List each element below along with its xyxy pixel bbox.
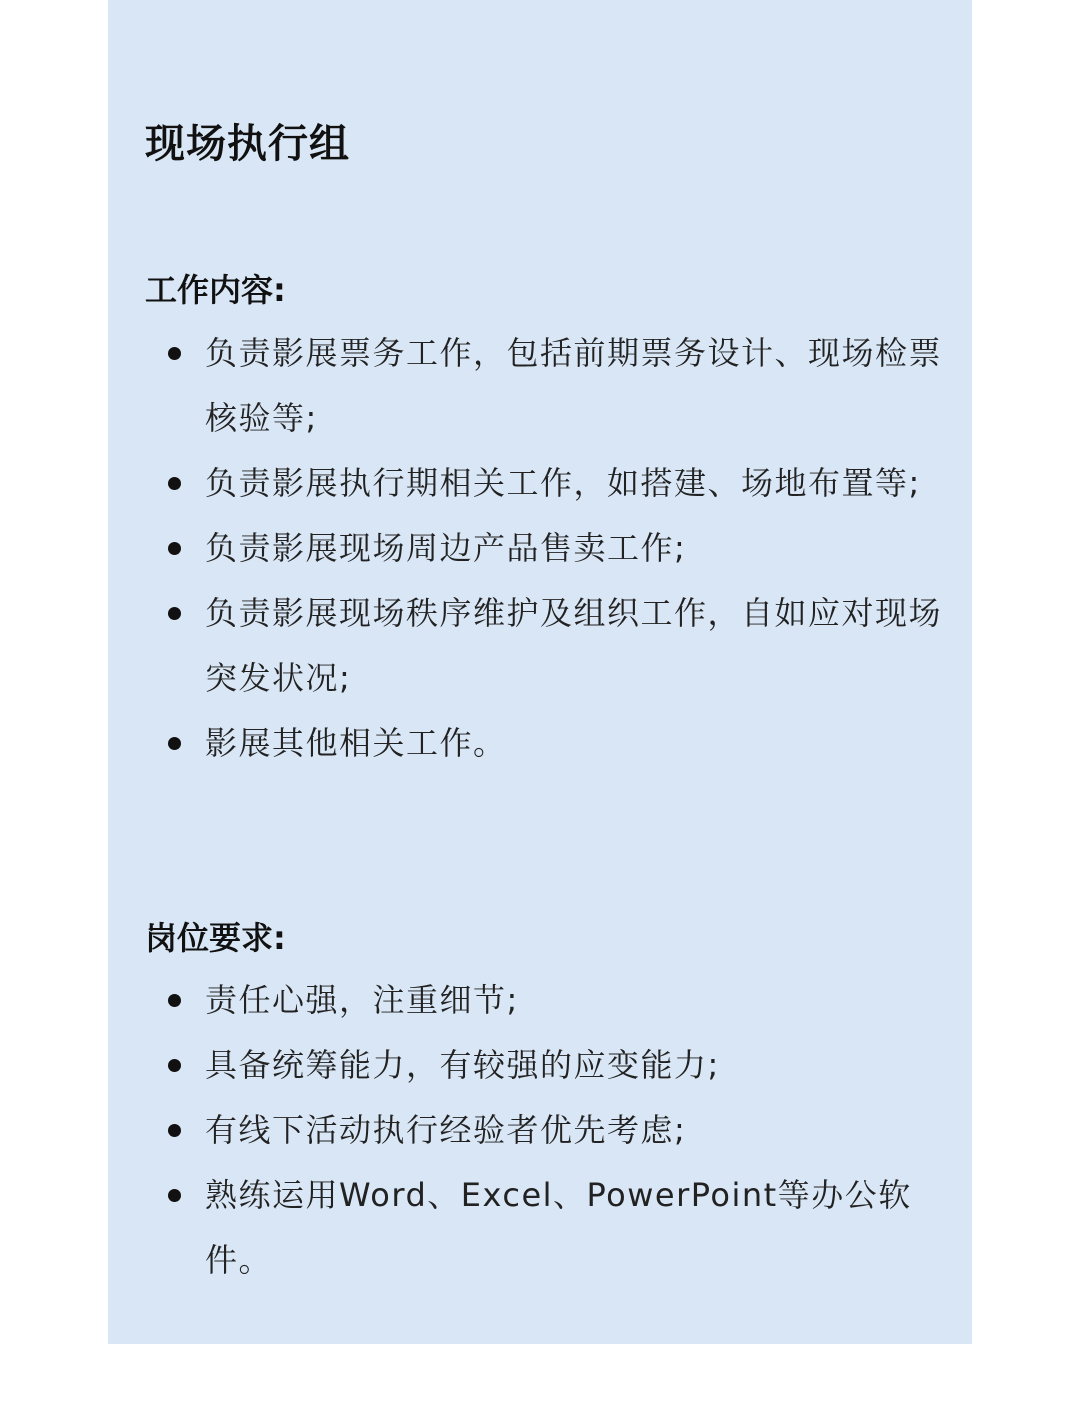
list-item <box>0 321 949 451</box>
list-item <box>0 1098 949 1163</box>
list-item-text: 具备统筹能力，有较强的应变能力; <box>205 1046 720 1084</box>
job-content-list <box>0 321 949 776</box>
bullet-icon <box>168 347 181 360</box>
list-item-text: 影展其他相关工作。 <box>205 724 507 762</box>
bullet-icon <box>168 737 181 750</box>
bullet-icon <box>168 542 181 555</box>
bullet-icon <box>168 477 181 490</box>
list-item <box>0 968 949 1033</box>
list-item-text: 负责影展现场周边产品售卖工作; <box>205 529 687 567</box>
list-item-text: 熟练运用Word、Excel、PowerPoint等办公软件。 <box>205 1176 912 1279</box>
bullet-icon <box>168 1189 181 1202</box>
list-item <box>0 1163 949 1293</box>
requirements-list <box>0 968 949 1293</box>
section-heading-requirements: 岗位要求: <box>145 919 286 957</box>
list-item <box>0 451 949 516</box>
bullet-icon <box>168 994 181 1007</box>
section-heading-job-content: 工作内容: <box>145 271 286 309</box>
page-title: 现场执行组 <box>145 121 350 167</box>
list-item-text: 负责影展执行期相关工作，如搭建、场地布置等; <box>205 464 921 502</box>
list-item-text: 负责影展票务工作，包括前期票务设计、现场检票核验等; <box>205 334 943 437</box>
list-item-text: 责任心强，注重细节; <box>205 981 519 1019</box>
list-item <box>0 711 949 776</box>
list-item <box>0 581 949 711</box>
bullet-icon <box>168 1059 181 1072</box>
bullet-icon <box>168 607 181 620</box>
list-item-text: 有线下活动执行经验者优先考虑; <box>205 1111 687 1149</box>
bullet-icon <box>168 1124 181 1137</box>
list-item <box>0 1033 949 1098</box>
list-item <box>0 516 949 581</box>
list-item-text: 负责影展现场秩序维护及组织工作，自如应对现场突发状况; <box>205 594 943 697</box>
